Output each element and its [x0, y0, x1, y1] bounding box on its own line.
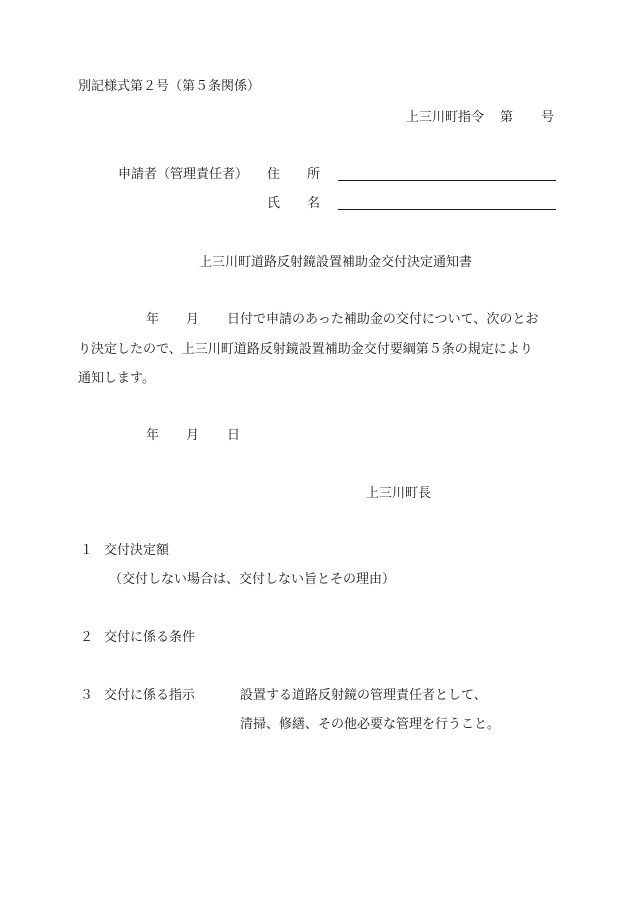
item-3-label: 交付に係る指示	[104, 688, 196, 703]
date-month: 月	[186, 428, 200, 443]
name-underline	[338, 209, 556, 210]
applicant-role-label: 申請者（管理責任者）	[118, 167, 249, 182]
item-2-number: ２	[80, 630, 94, 645]
address-label-second: 所	[307, 167, 321, 182]
item-1-note: （交付しない場合は、交付しない旨とその理由）	[109, 572, 396, 587]
name-label-second: 名	[307, 196, 321, 211]
body-line-2: り決定したので、上三川町道路反射鏡設置補助金交付要綱第５条の規定により	[78, 342, 533, 357]
date-year: 年	[146, 428, 160, 443]
address-underline	[338, 180, 556, 181]
date-day: 日	[227, 428, 241, 443]
issuer: 上三川町長	[366, 486, 432, 501]
name-label-first: 氏	[267, 196, 281, 211]
item-1-label: 交付決定額	[104, 543, 170, 558]
body-line-3: 通知します。	[78, 371, 155, 386]
item-1-number: １	[80, 543, 94, 558]
page-title: 上三川町道路反射鏡設置補助金交付決定通知書	[199, 255, 473, 270]
document-number-dai: 第	[500, 110, 514, 125]
body-line-1: 日付で申請のあった補助金の交付について、次のとお	[227, 312, 539, 327]
item-3-detail-line-1: 設置する道路反射鏡の管理責任者として、	[240, 688, 487, 703]
body-year: 年	[146, 312, 160, 327]
form-reference: 別記様式第２号（第５条関係）	[78, 79, 261, 94]
body-month: 月	[186, 312, 200, 327]
item-3-detail-line-2: 清掃、修繕、その他必要な管理を行うこと。	[240, 717, 501, 732]
document-number-go: 号	[541, 110, 555, 125]
item-2-label: 交付に係る条件	[104, 630, 196, 645]
address-label-first: 住	[267, 167, 281, 182]
document-number-prefix: 上三川町指令	[406, 110, 485, 125]
item-3-number: ３	[80, 688, 94, 703]
